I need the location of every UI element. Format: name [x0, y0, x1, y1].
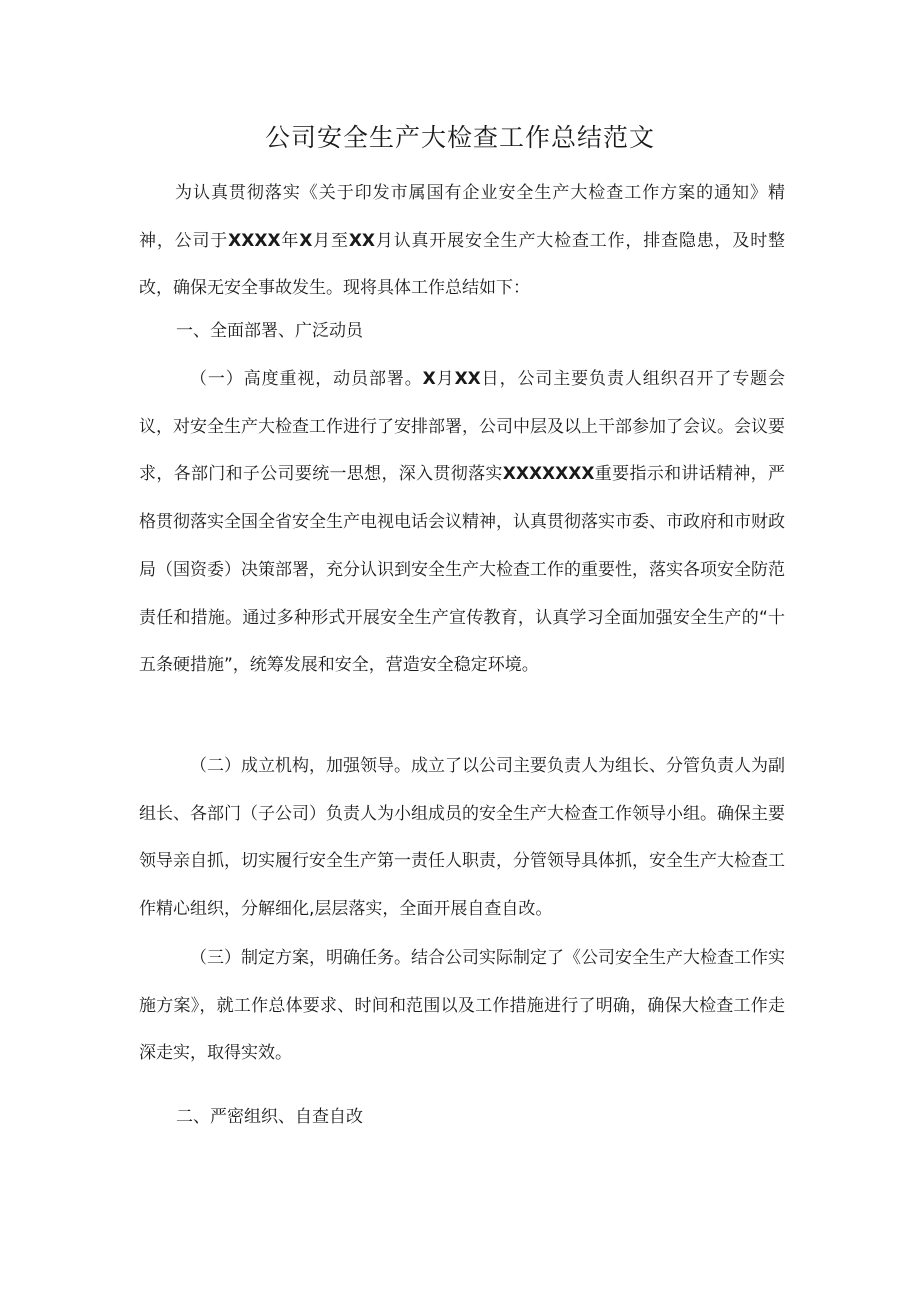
- intro-text-2: 年: [280, 230, 300, 251]
- document-title: 公司安全生产大检查工作总结范文: [264, 123, 655, 152]
- paragraph-3: （三）制定方案，明确任务。结合公司实际制定了《公司安全生产大检查工作实施方案》，就工作总体要求、时间和范围以及工作措施进行了明确，确保大检查工作走深走实，取得实效。: [139, 948, 785, 1064]
- section-2-heading: 二、严密组织、自查自改: [176, 1107, 363, 1127]
- paragraph-1: [139, 356, 785, 690]
- intro-text-4: 月认真开展安全生产大检查工作，排查隐患，及时整改，确保无安全事故发生。现将具体工作总结如下：: [139, 230, 786, 299]
- p1-text-4: 重要指示和讲话精神，严格贯彻落实全国全省安全生产电视电话会议精神，认真贯彻落实市委、市政府和市财政局（国资委）决策部署，充分认识到安全生产大检查工作的重要性，落实各项安全防范责任和措施。通过多种形式开展安全生产宣传教育，认真学习全面加强安全生产的“十五条硬措施”，统筹发展和安全，营造安全稳定环境。: [139, 464, 786, 676]
- p1-text-1: （一）高度重视，动员部署。: [190, 369, 423, 389]
- intro-paragraph: [139, 170, 785, 313]
- intro-text-3: 月至: [312, 230, 349, 251]
- intro-year-placeholder: XXXX: [228, 230, 281, 251]
- p1-day-placeholder: XX: [454, 369, 481, 389]
- intro-text-1: 为认真贯彻落实《关于印发市属国有企业安全生产大检查工作方案的通知》精神，公司于: [139, 183, 785, 251]
- intro-month-start-placeholder: X: [299, 230, 313, 251]
- paragraph-2: （二）成立机构，加强领导。成立了以公司主要负责人为组长、分管负责人为副组长、各部门（子公司）负责人为小组成员的安全生产大检查工作领导小组。确保主要领导亲自抓，切实履行安全生产第一责任人职责，分管领导具体抓，安全生产大检查工作精心组织，分解细化,层层落实，全面开展自查自改。: [139, 756, 785, 920]
- intro-month-end-placeholder: XX: [348, 230, 376, 251]
- p1-text-3: 日，公司主要负责人组织召开了专题会议，对安全生产大检查工作进行了安排部署，公司中层及以上干部参加了会议。会议要求，各部门和子公司要统一思想，深入贯彻落实: [139, 369, 786, 485]
- section-1-heading: 一、全面部署、广泛动员: [176, 321, 363, 341]
- p1-text-2: 月: [435, 369, 455, 389]
- p1-month-placeholder: X: [422, 369, 436, 389]
- p1-name-placeholder: XXXXXXX: [502, 464, 595, 485]
